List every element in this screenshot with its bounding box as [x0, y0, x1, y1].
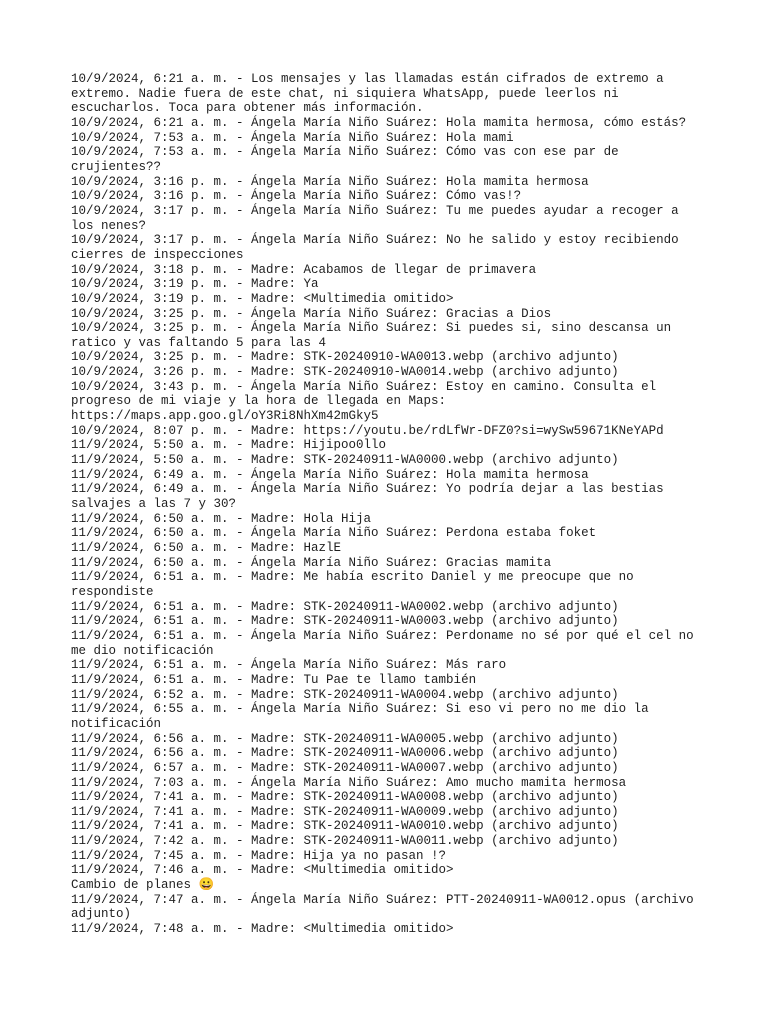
chat-line: 11/9/2024, 7:48 a. m. - Madre: <Multimedia omitido>	[71, 922, 454, 937]
chat-line: 11/9/2024, 7:41 a. m. - Madre: STK-20240911-WA0009.webp (archivo adjunto)	[71, 804, 619, 819]
chat-line: 10/9/2024, 3:17 p. m. - Ángela María Niño Suárez: Tu me puedes ayudar a recoger a los nenes?	[71, 203, 687, 233]
chat-line: 11/9/2024, 6:51 a. m. - Ángela María Niño Suárez: Perdoname no sé por qué el cel no me dio notificación	[71, 628, 702, 658]
chat-line: 11/9/2024, 6:51 a. m. - Madre: Tu Pae te llamo también	[71, 672, 477, 687]
chat-line: 11/9/2024, 6:56 a. m. - Madre: STK-20240911-WA0005.webp (archivo adjunto)	[71, 731, 619, 746]
chat-line: 11/9/2024, 6:56 a. m. - Madre: STK-20240911-WA0006.webp (archivo adjunto)	[71, 746, 619, 761]
chat-line: 11/9/2024, 6:57 a. m. - Madre: STK-20240911-WA0007.webp (archivo adjunto)	[71, 760, 619, 775]
chat-line: 10/9/2024, 3:17 p. m. - Ángela María Niño Suárez: No he salido y estoy recibiendo cierres de inspecciones	[71, 233, 687, 262]
chat-line: 11/9/2024, 7:03 a. m. - Ángela María Niño Suárez: Amo mucho mamita hermosa	[71, 775, 627, 790]
chat-line: 11/9/2024, 6:49 a. m. - Ángela María Niño Suárez: Yo podría dejar a las bestias salvajes a las 7 y 30?	[71, 482, 672, 512]
chat-line: 11/9/2024, 6:51 a. m. - Madre: STK-20240911-WA0002.webp (archivo adjunto)	[71, 599, 619, 614]
chat-line: 11/9/2024, 6:51 a. m. - Ángela María Niño Suárez: Más raro	[71, 658, 507, 673]
chat-line: 10/9/2024, 3:18 p. m. - Madre: Acabamos de llegar de primavera	[71, 262, 537, 277]
chat-line: 10/9/2024, 7:53 a. m. - Ángela María Niño Suárez: Hola mami	[71, 130, 514, 145]
chat-line: 10/9/2024, 6:21 a. m. - Ángela María Niño Suárez: Hola mamita hermosa, cómo estás?	[71, 115, 687, 130]
chat-line: 11/9/2024, 6:49 a. m. - Ángela María Niño Suárez: Hola mamita hermosa	[71, 467, 589, 482]
chat-line: 11/9/2024, 6:50 a. m. - Ángela María Niño Suárez: Perdona estaba foket	[71, 526, 597, 541]
chat-line: 11/9/2024, 7:47 a. m. - Ángela María Niño Suárez: PTT-20240911-WA0012.opus (archivo adjunto)	[71, 892, 702, 922]
chat-line: 11/9/2024, 6:50 a. m. - Madre: HazlE	[71, 541, 342, 555]
chat-line: 11/9/2024, 6:51 a. m. - Madre: Me había escrito Daniel y me preocupe que no respondiste	[71, 570, 642, 599]
chat-line: 10/9/2024, 6:21 a. m. - Los mensajes y las llamadas están cifrados de extremo a extremo. Nadie fuera de este chat, ni siquiera WhatsApp, puede leerlos ni escucharlos. Toca para obtener más información.	[71, 72, 672, 116]
chat-line: 11/9/2024, 6:50 a. m. - Ángela María Niño Suárez: Gracias mamita	[71, 555, 552, 570]
chat-line: 10/9/2024, 3:16 p. m. - Ángela María Niño Suárez: Cómo vas!?	[71, 189, 522, 204]
chat-line: 10/9/2024, 7:53 a. m. - Ángela María Niño Suárez: Cómo vas con ese par de crujientes??	[71, 145, 627, 174]
chat-line: 11/9/2024, 5:50 a. m. - Madre: STK-20240911-WA0000.webp (archivo adjunto)	[71, 453, 619, 468]
chat-line: 10/9/2024, 3:26 p. m. - Madre: STK-20240910-WA0014.webp (archivo adjunto)	[71, 365, 619, 380]
chat-line: 11/9/2024, 7:46 a. m. - Madre: <Multimedia omitido> Cambio de planes 😀	[71, 863, 454, 893]
chat-line: 10/9/2024, 3:25 p. m. - Madre: STK-20240910-WA0013.webp (archivo adjunto)	[71, 350, 619, 365]
chat-line: 11/9/2024, 6:55 a. m. - Ángela María Niño Suárez: Si eso vi pero no me dio la notificación	[71, 702, 657, 731]
chat-line: 10/9/2024, 3:25 p. m. - Ángela María Niño Suárez: Si puedes si, sino descansa un ratico y vas faltando 5 para las 4	[71, 321, 679, 350]
chat-line: 11/9/2024, 6:51 a. m. - Madre: STK-20240911-WA0003.webp (archivo adjunto)	[71, 614, 619, 629]
chat-line: 11/9/2024, 5:50 a. m. - Madre: Hijipoo0llo	[71, 438, 387, 453]
chat-line: 10/9/2024, 3:16 p. m. - Ángela María Niño Suárez: Hola mamita hermosa	[71, 174, 589, 189]
chat-line: 11/9/2024, 7:41 a. m. - Madre: STK-20240911-WA0008.webp (archivo adjunto)	[71, 790, 619, 805]
chat-line: 10/9/2024, 3:19 p. m. - Madre: Ya	[71, 277, 319, 292]
chat-line: 11/9/2024, 7:45 a. m. - Madre: Hija ya no pasan !?	[71, 848, 447, 863]
chat-line: 10/9/2024, 3:19 p. m. - Madre: <Multimedia omitido>	[71, 291, 454, 306]
chat-export-text	[71, 72, 705, 937]
chat-line: 11/9/2024, 7:42 a. m. - Madre: STK-20240911-WA0011.webp (archivo adjunto)	[71, 834, 619, 849]
chat-line: 11/9/2024, 6:52 a. m. - Madre: STK-20240911-WA0004.webp (archivo adjunto)	[71, 687, 619, 702]
chat-line: 10/9/2024, 3:25 p. m. - Ángela María Niño Suárez: Gracias a Dios	[71, 306, 552, 321]
chat-line: 11/9/2024, 7:41 a. m. - Madre: STK-20240911-WA0010.webp (archivo adjunto)	[71, 819, 619, 834]
chat-line: 11/9/2024, 6:50 a. m. - Madre: Hola Hija	[71, 511, 372, 526]
chat-line: 10/9/2024, 3:43 p. m. - Ángela María Niño Suárez: Estoy en camino. Consulta el progreso de mi viaje y la hora de llegada en Maps: https://maps.app.goo.gl/oY3Ri8NhXm42mGky5	[71, 379, 664, 424]
chat-line: 10/9/2024, 8:07 p. m. - Madre: https://youtu.be/rdLfWr-DFZ0?si=wySw59671KNeYAPd	[71, 423, 664, 438]
